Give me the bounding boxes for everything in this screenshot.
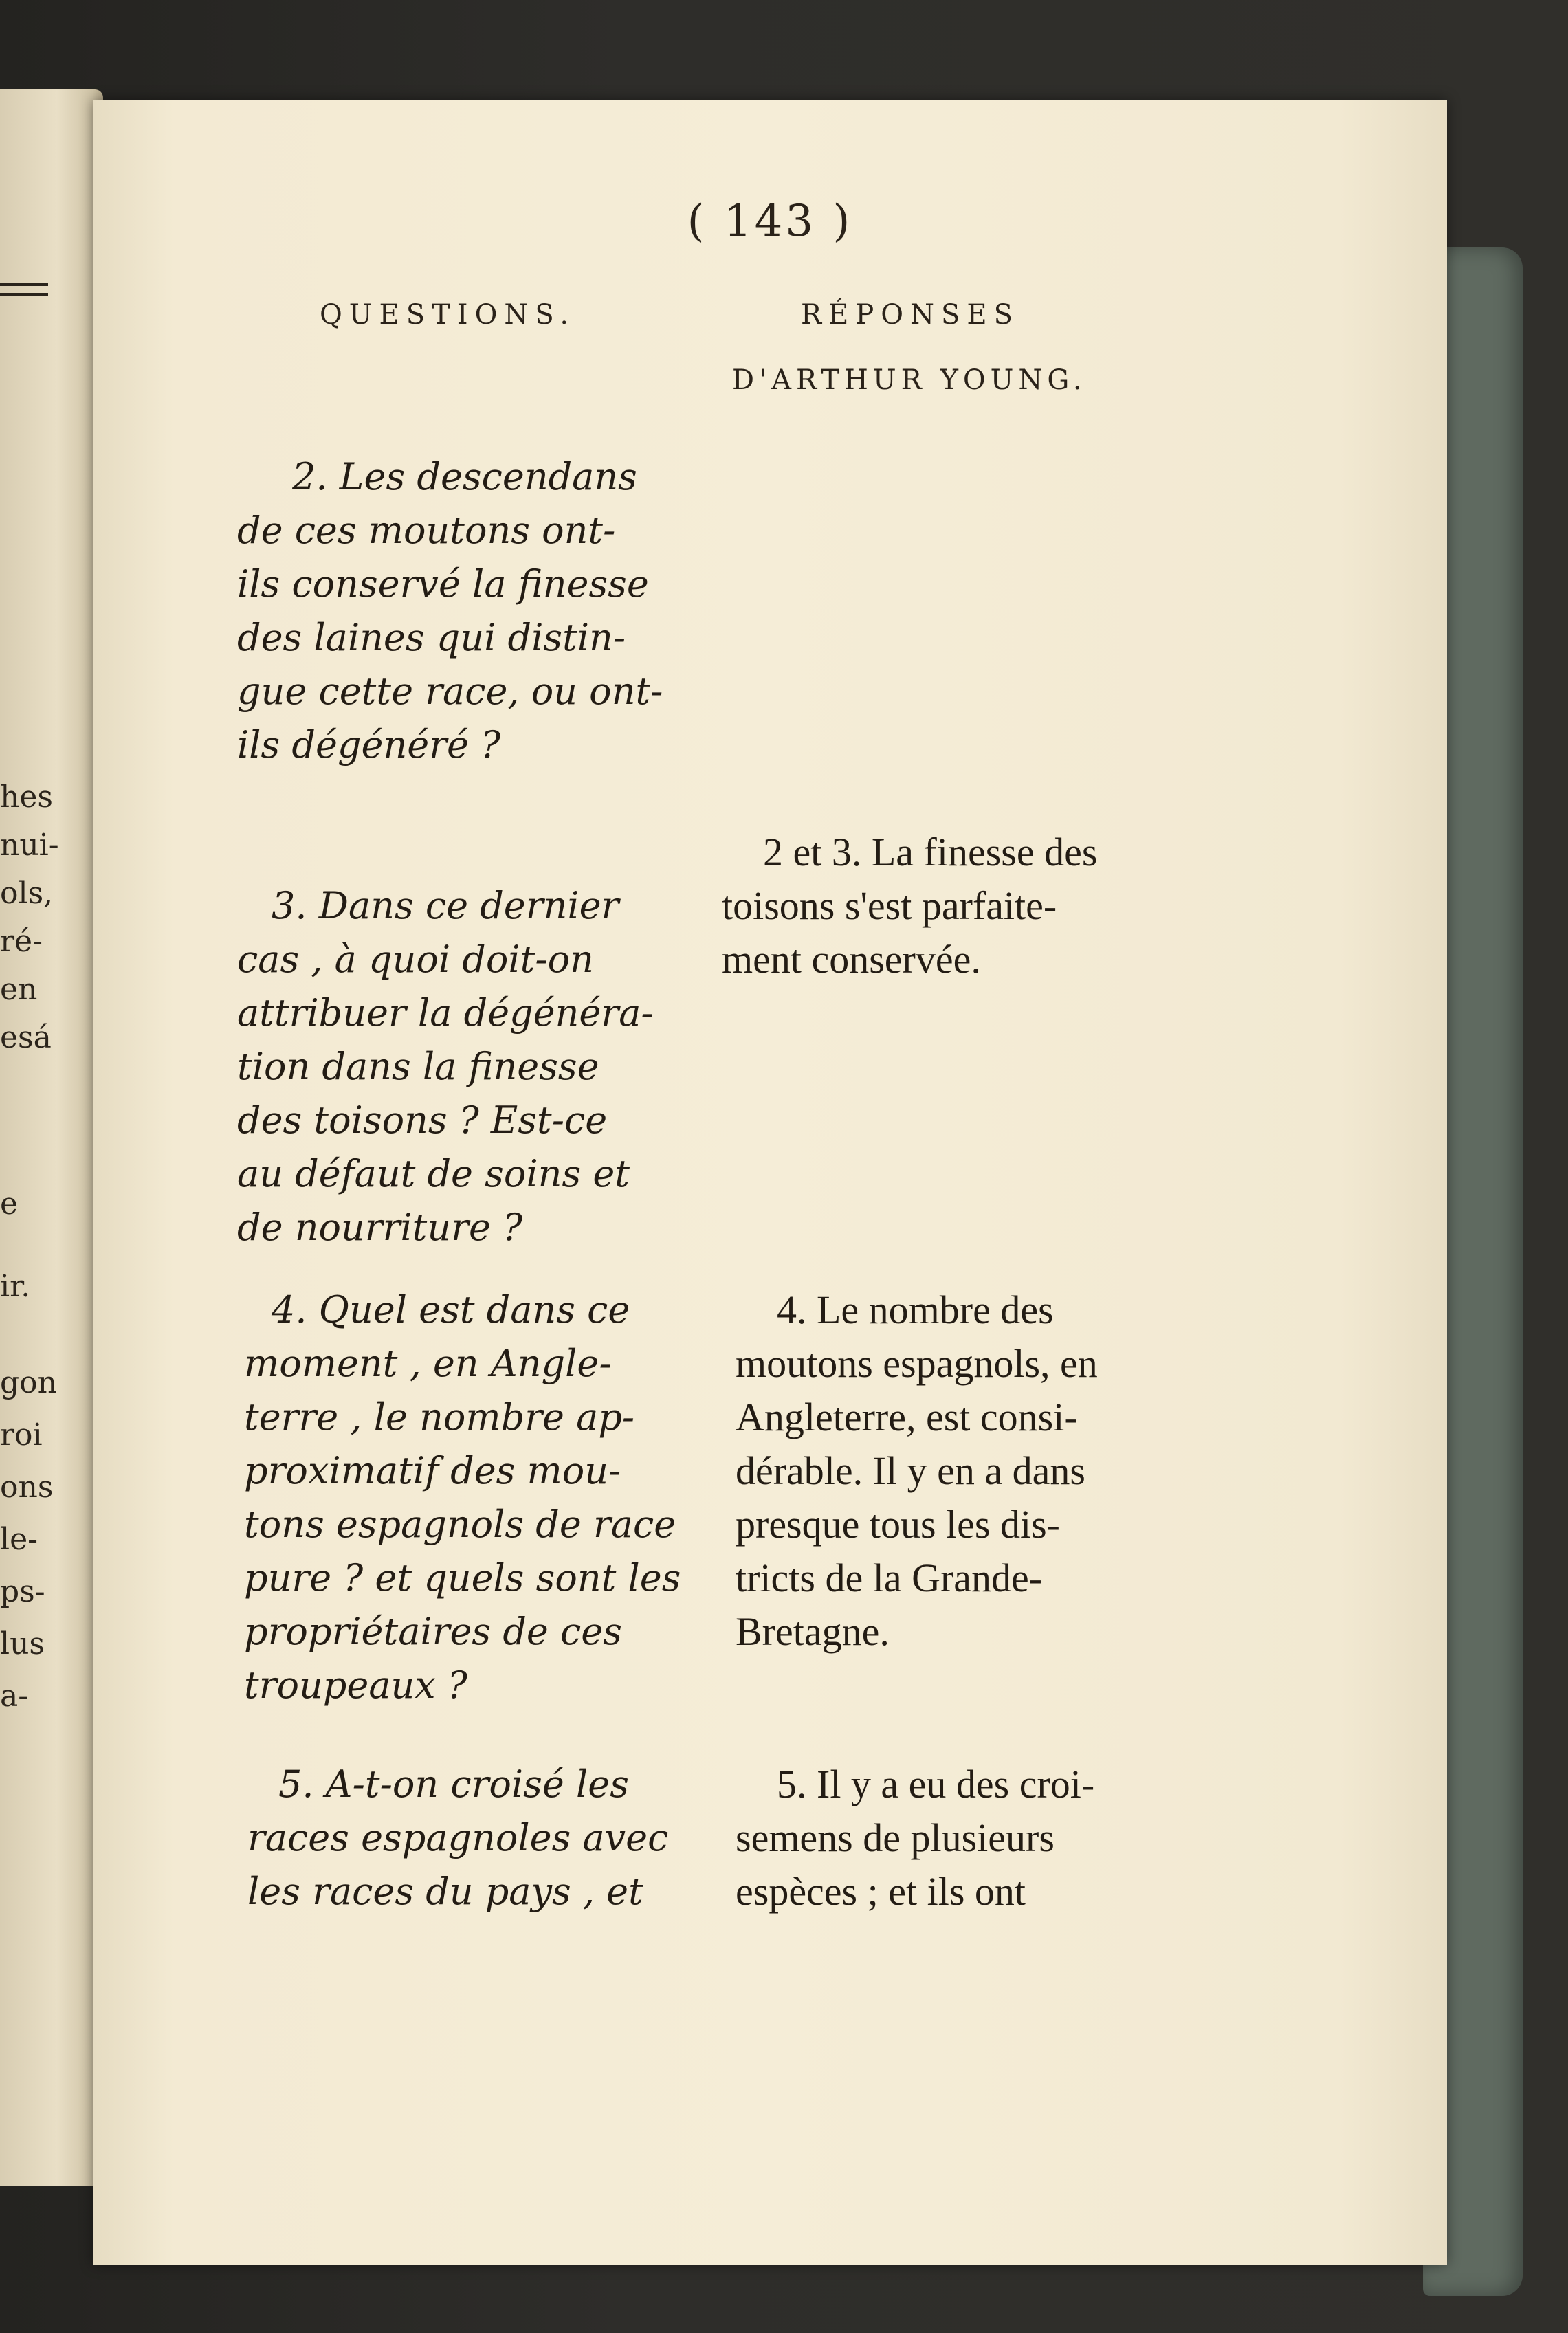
book-page xyxy=(93,100,1447,2265)
question-line: 4. Quel est dans ce xyxy=(272,1288,630,1331)
previous-page-edge xyxy=(0,89,103,2186)
previous-page-fragment: lus xyxy=(0,1626,45,1661)
previous-page-fragment: ps- xyxy=(0,1574,45,1609)
question-line: ils dégénéré ? xyxy=(237,723,501,766)
response-line: dérable. Il y en a dans xyxy=(736,1448,1085,1493)
question-3 xyxy=(237,879,773,1254)
previous-page-fragment: gon xyxy=(0,1365,57,1400)
response-line: tricts de la Grande- xyxy=(736,1556,1043,1600)
column-heading-responses: RÉPONSES xyxy=(801,299,1020,331)
question-line: 5. A-t-on croisé les xyxy=(278,1762,629,1806)
column-heading-questions: QUESTIONS. xyxy=(320,299,576,331)
question-line: attribuer la dégénéra- xyxy=(237,991,654,1035)
question-5 xyxy=(247,1758,784,1919)
response-line: semens de plusieurs xyxy=(736,1815,1054,1860)
question-line: de nourriture ? xyxy=(237,1206,523,1249)
question-line: ils conservé la finesse xyxy=(237,562,649,606)
page-number-header: ( 143 ) xyxy=(687,196,853,247)
previous-page-fragment: ir. xyxy=(0,1269,31,1304)
previous-page-fragment: a- xyxy=(0,1679,29,1714)
previous-page-fragment: le- xyxy=(0,1522,38,1557)
question-line: propriétaires de ces xyxy=(244,1610,622,1653)
question-line: de ces moutons ont- xyxy=(237,509,616,552)
question-line: les races du pays , et xyxy=(247,1870,643,1913)
response-line: ment conservée. xyxy=(722,937,981,982)
response-line: Angleterre, est consi- xyxy=(736,1395,1078,1439)
response-line: presque tous les dis- xyxy=(736,1502,1060,1547)
response-line: 5. Il y a eu des croi- xyxy=(777,1762,1095,1806)
previous-page-fragment: esá xyxy=(0,1020,52,1055)
previous-page-rule xyxy=(0,283,48,286)
question-line: 3. Dans ce dernier xyxy=(272,884,619,927)
question-line: terre , le nombre ap- xyxy=(244,1395,635,1439)
question-line: pure ? et quels sont les xyxy=(244,1556,681,1600)
column-heading-responses-author: D'ARTHUR YOUNG. xyxy=(732,364,1087,396)
response-4 xyxy=(736,1283,1285,1659)
response-line: moutons espagnols, en xyxy=(736,1341,1098,1386)
response-line: espèces ; et ils ont xyxy=(736,1869,1026,1914)
response-line: 4. Le nombre des xyxy=(777,1287,1054,1332)
question-line: 2. Les descendans xyxy=(292,455,637,498)
response-5 xyxy=(736,1758,1285,1919)
previous-page-fragment: roi xyxy=(0,1417,43,1452)
response-2-3 xyxy=(722,826,1272,986)
question-line: moment , en Angle- xyxy=(244,1342,612,1385)
previous-page-fragment: hes xyxy=(0,779,53,815)
response-line: toisons s'est parfaite- xyxy=(722,883,1057,928)
question-line: au défaut de soins et xyxy=(237,1152,630,1195)
response-line: 2 et 3. La finesse des xyxy=(763,830,1098,874)
question-4 xyxy=(244,1283,780,1712)
previous-page-fragment: ols, xyxy=(0,876,54,911)
question-2 xyxy=(237,450,773,772)
question-line: troupeaux ? xyxy=(244,1663,467,1707)
question-line: cas , à quoi doit-on xyxy=(237,938,594,981)
previous-page-fragment: ons xyxy=(0,1470,54,1505)
previous-page-fragment: ré- xyxy=(0,924,43,959)
question-line: gue cette race, ou ont- xyxy=(237,670,663,713)
previous-page-fragment: nui- xyxy=(0,828,59,863)
previous-page-fragment: e xyxy=(0,1186,19,1221)
question-line: des laines qui distin- xyxy=(237,616,626,659)
previous-page-fragment: en xyxy=(0,972,38,1007)
question-line: races espagnoles avec xyxy=(247,1816,669,1859)
response-line: Bretagne. xyxy=(736,1609,890,1654)
previous-page-rule xyxy=(0,293,48,296)
question-line: des toisons ? Est-ce xyxy=(237,1098,608,1142)
question-line: proximatif des mou- xyxy=(244,1449,621,1492)
question-line: tion dans la finesse xyxy=(237,1045,599,1088)
question-line: tons espagnols de race xyxy=(244,1503,676,1546)
